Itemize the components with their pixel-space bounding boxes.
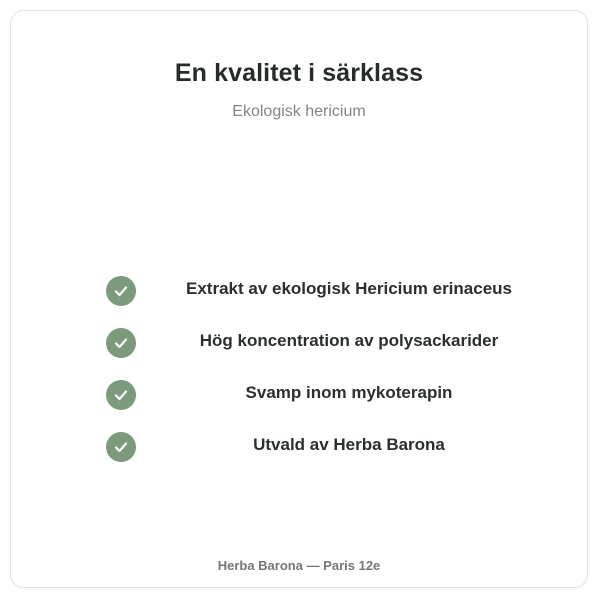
product-card [10, 10, 588, 588]
feature-label: Utvald av Herba Barona [253, 435, 445, 454]
footer-text: Herba Barona — Paris 12e [217, 558, 381, 573]
feature-item [11, 273, 587, 325]
page-title: En kvalitet i särklass [174, 59, 424, 87]
feature-list [11, 273, 587, 481]
feature-label: Extrakt av ekologisk Hericium erinaceus [186, 279, 512, 298]
feature-item [11, 377, 587, 429]
feature-label: Svamp inom mykoterapin [245, 383, 453, 402]
check-icon [106, 328, 136, 358]
feature-label: Hög koncentration av polysackarider [199, 331, 499, 350]
check-icon [106, 276, 136, 306]
feature-item [11, 429, 587, 481]
check-icon [106, 432, 136, 462]
page-subtitle: Ekologisk hericium [232, 103, 366, 120]
feature-item [11, 325, 587, 377]
check-icon [106, 380, 136, 410]
